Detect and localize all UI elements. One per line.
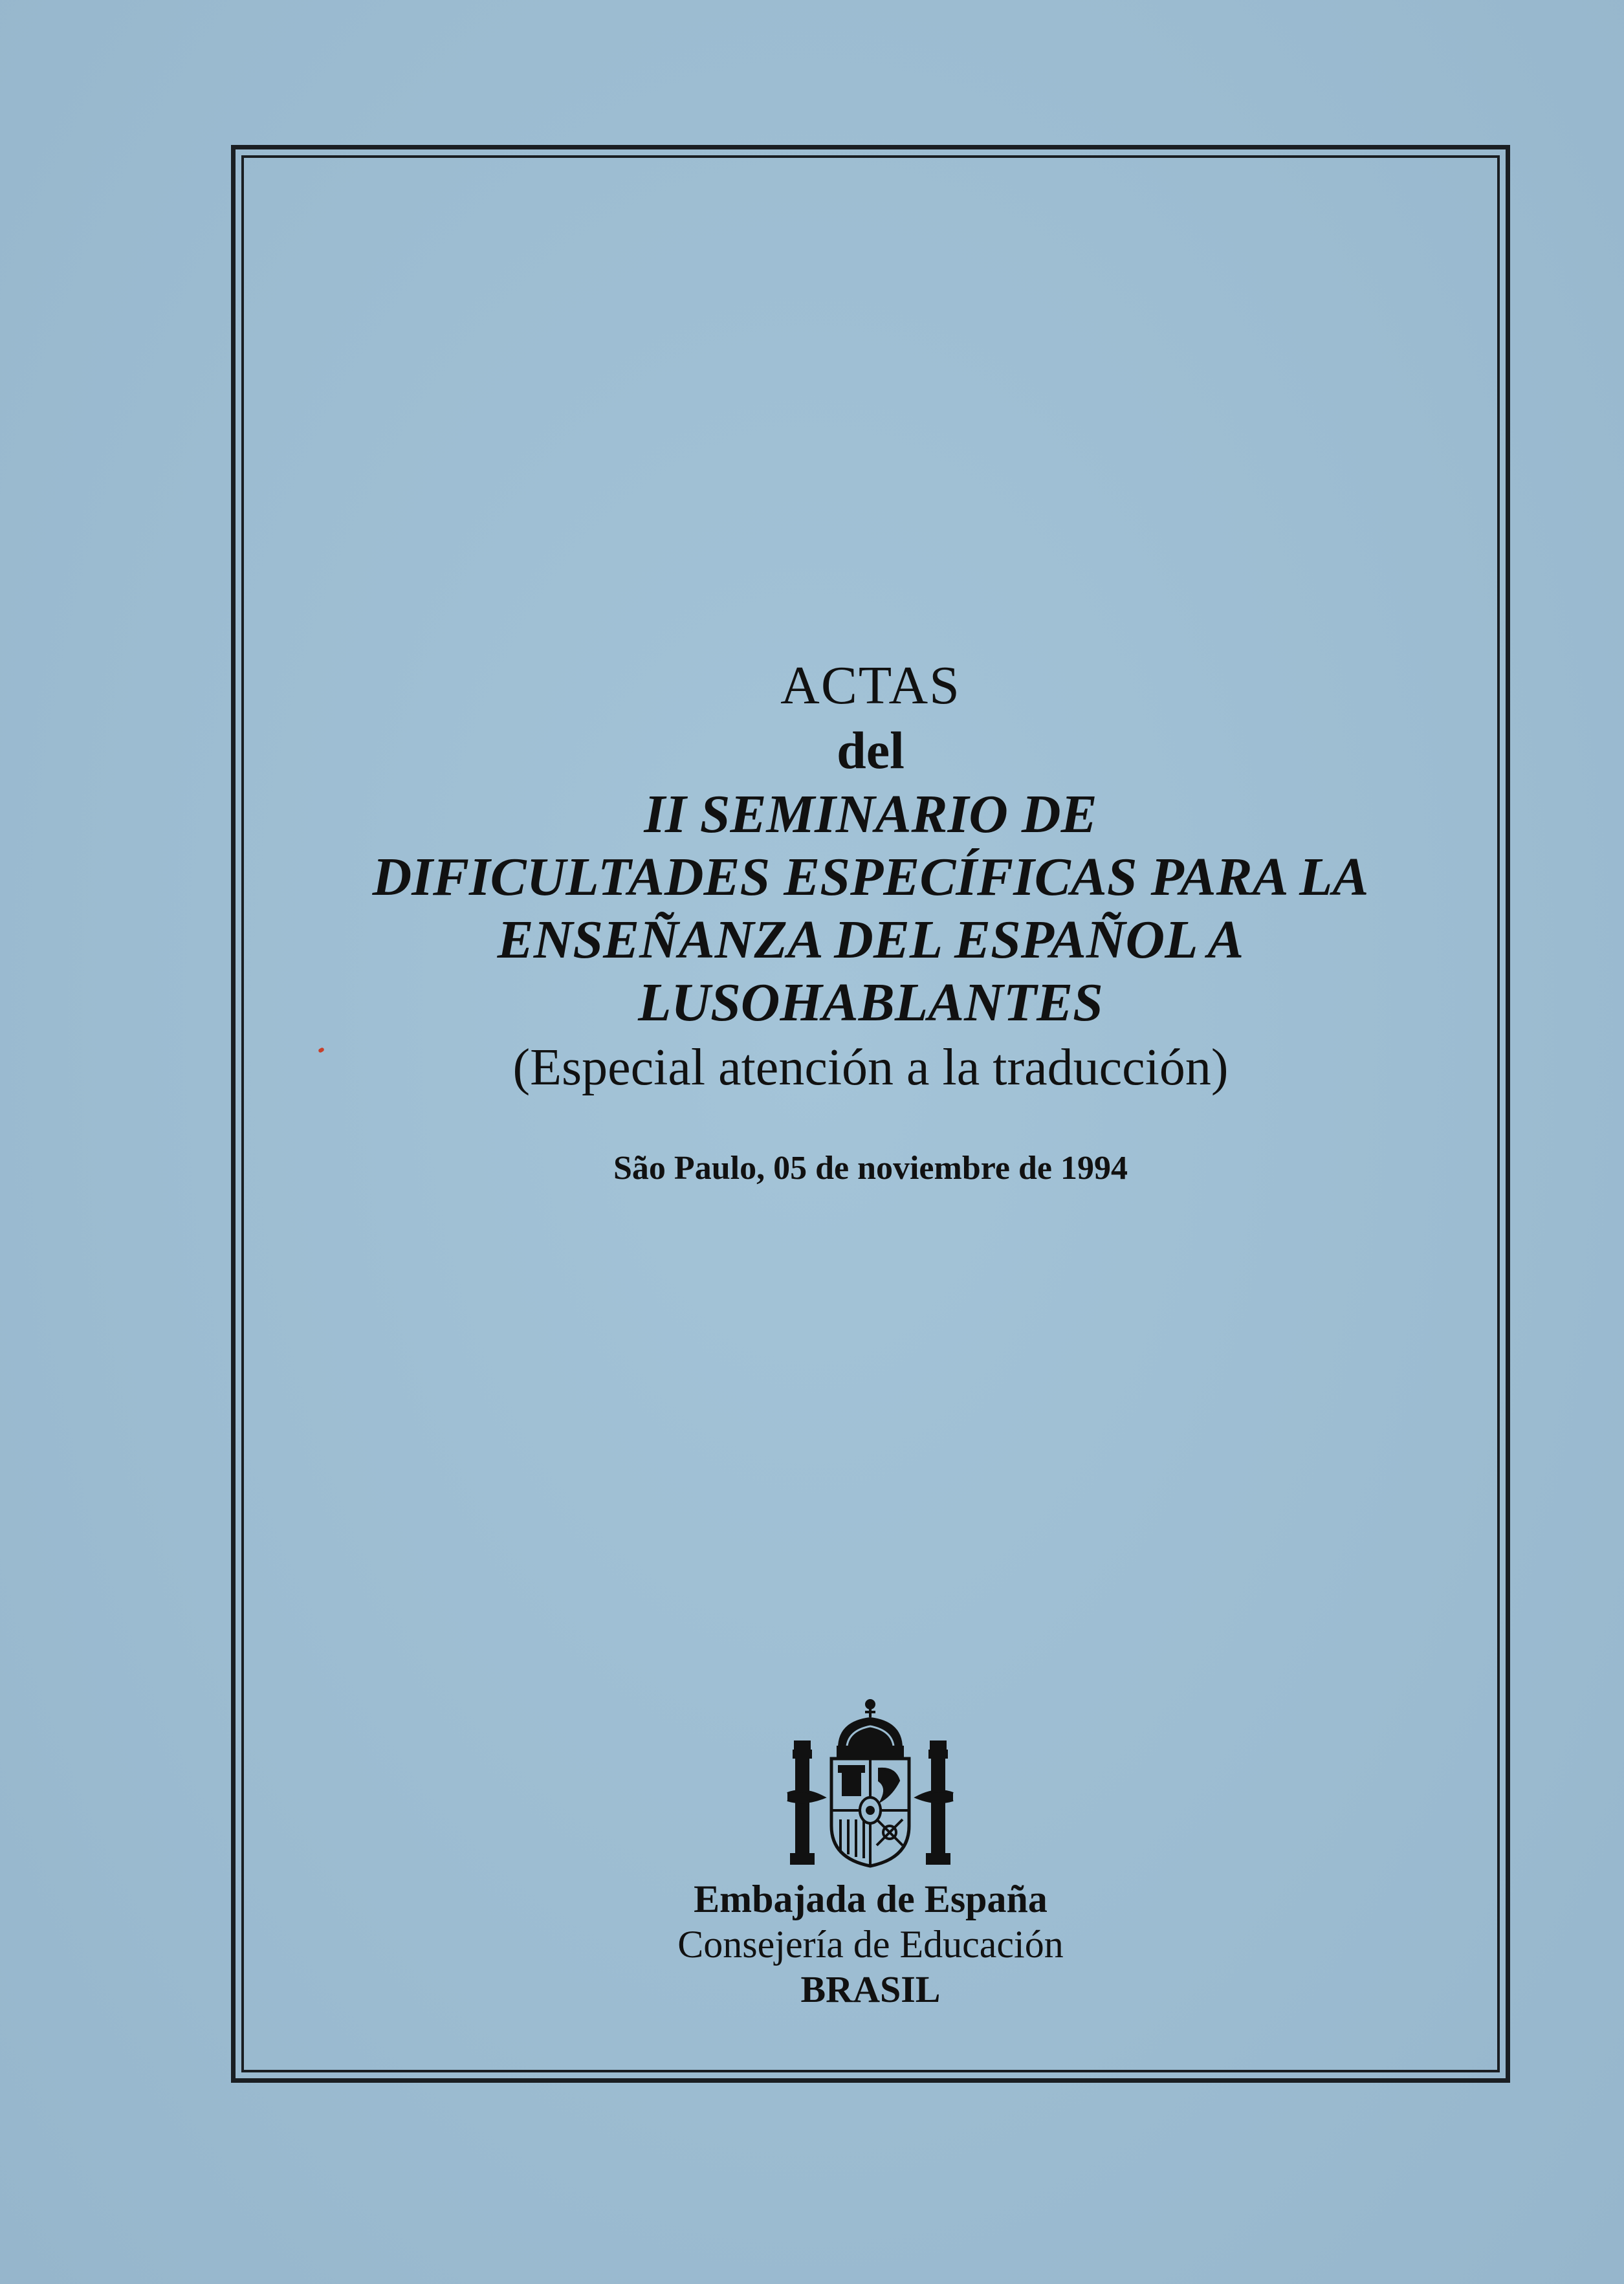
spanish-coat-of-arms-icon <box>785 1697 956 1878</box>
heading-actas: ACTAS <box>780 655 961 716</box>
title-line-4: LUSOHABLANTES <box>638 972 1103 1033</box>
title-line-1: II SEMINARIO DE <box>644 784 1097 844</box>
institution-name: Embajada de España <box>694 1878 1048 1920</box>
department-name: Consejería de Educación <box>677 1923 1064 1966</box>
title-line-2: DIFICULTADES ESPECÍFICAS PARA LA <box>372 847 1369 907</box>
footer-block <box>241 1876 1500 2012</box>
subtitle: (Especial atención a la traducción) <box>512 1039 1229 1096</box>
country-name: BRASIL <box>800 1968 941 2010</box>
title-block <box>241 653 1500 1191</box>
title-line-3: ENSEÑANZA DEL ESPAÑOL A <box>497 910 1244 970</box>
heading-del: del <box>837 721 905 780</box>
date-line: São Paulo, 05 de noviembre de 1994 <box>613 1150 1128 1187</box>
